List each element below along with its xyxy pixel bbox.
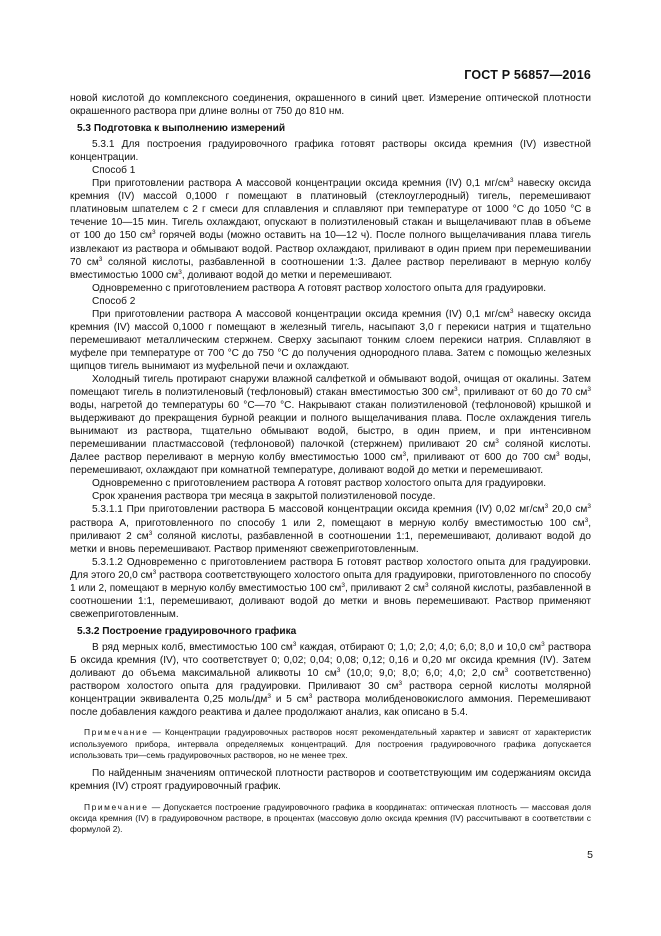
paragraph-blank-1: Одновременно с приготовлением раствора А готовят раствор холостого опыта для градуировки. [92,282,547,294]
document-header: ГОСТ Р 56857—2016 [464,68,591,82]
paragraph-5-3-1-2: 5.3.1.2 Одновременно с приготовлением раствора Б готовят раствор холостого опыта для градуировки. Для этого 20,0 $см^3$ раствора соответствующего холостого опыта для градуировки, приготовленного по способу 1 или 2, помещают в мерную колбу вместимостью 100 $см^3$, приливают 2 $см^3$ соляной кислоты, разбавленной в соотношении 1:1, перемешивают, доливают водой до метки и вновь перемешивают. Раствор применяют свежеприготовленным. [70,556,591,620]
paragraph-5-3-1: 5.3.1 Для построения градуировочного графика готовят растворы оксида кремния (IV) известной концентрации. [70,139,591,164]
paragraph-method-1: При приготовлении раствора А массовой концентрации оксида кремния (IV) 0,1 $мг/см^3$ навеску оксида кремния (IV) массой 0,1000 г помещают в платиновый (стеклоуглеродный) тигель, перемешивают платиновым шпателем с 2 г смеси для сплавления и сплавляют при температуре от 1000 °С до 1050 °С в течение 10—15 мин. Тигель охлаждают, опускают в полиэтиленовый стакан и выщелачивают плав в объеме от 100 до 150 $см^3$ горячей воды (можно оставить на 10—12 ч). После полного выщелачивания плава тигель извлекают из раствора и обмывают водой. Раствор охлаждают, приливают в один прием при перемешивании 70 $см^3$ соляной кислоты, разбавленной в соотношении 1:3. Далее раствор переливают в мерную колбу вместимостью 1000 $см^3$, доливают водой до метки и перемешивают. [70,177,591,281]
method-1-heading: Способ 1 [92,165,136,177]
note-2: Примечание — Допускается построение градуировочного графика в координатах: оптическая плотность — массовая доля оксида кремния (IV) в градуировочном растворе, в процентах (массовую долю оксида кремния (IV) рассчитывают в соответствии с формулой 2). [70,801,591,835]
paragraph-5-3-1-1: 5.3.1.1 При приготовлении раствора Б массовой концентрации оксида кремния (IV) 0,02 $мг/см^3$ 20,0 $см^3$ раствора А, приготовленного по способу 1 или 2, помещают в мерную колбу вместимостью 100 $см^3$, приливают 2 $см^3$ соляной кислоты, разбавленной в соотношении 1:1, перемешивают, доливают водой до метки и вновь перемешивают. Раствор применяют свежеприготовленным. [70,503,592,555]
paragraph-final: По найденным значениям оптической плотности растворов и соответствующим им содержаниям оксида кремния (IV) строят градуировочный график. [70,768,591,793]
document-body [70,92,591,842]
paragraph: новой кислотой до комплексного соединения, окрашенного в синий цвет. Измерение оптической плотности окрашенного раствора при длине волны от 750 до 810 нм. [70,93,591,118]
paragraph-blank-2: Одновременно с приготовлением раствора А готовят раствор холостого опыта для градуировки. [92,478,547,490]
paragraph-storage: Срок хранения раствора три месяца в закрытой полиэтиленовой посуде. [92,491,436,503]
method-2-heading: Способ 2 [92,295,136,307]
section-heading-5-3: 5.3 Подготовка к выполнению измерений [77,123,286,135]
paragraph-cold-crucible: Холодный тигель протирают снаружи влажной салфеткой и обмывают водой, очищая от окалины. Затем помещают тигель в полиэтиленовый (тефлоновый) стакан вместимостью 300 $см^3$, приливают от 60 до 70 $см^3$ воды, нагретой до температуры 60 °С—70 °С. Накрывают стакан полиэтиленовой (тефлоновой) крышкой и выдерживают до прекращения бурной реакции и полного выщелачивания плава. После охлаждения тигель вынимают из раствора, тщательно обмывают водой, быстро, в один прием, и при интенсивном перемешивании пластмассовой (тефлоновой) палочкой (стержнем) приливают 20 $см^3$ соляной кислоты. Далее раствор переливают в мерную колбу вместимостью 1000 $см^3$, приливают от 600 до 700 $см^3$ воды, перемешивают, охлаждают при комнатной температуре, доливают водой до метки и перемешивают. [70,373,591,477]
paragraph-calibration: В ряд мерных колб, вместимостью 100 $см^3$ каждая, отбирают 0; 1,0; 2,0; 4,0; 6,0; 8,0 и 10,0 $см^3$ раствора Б оксида кремния (IV), что соответствует 0; 0,02; 0,04; 0,08; 0,12; 0,16 и 0,20 мг оксида кремния (IV). Затем доливают до объема максимальной аликвоты 10 $см^3$ (10,0; 9,0; 8,0; 6,0; 4,0; 2,0 $см^3$ соответственно) раствором холостого опыта для градуировки. Приливают 30 $см^3$ раствора серной кислоты молярной концентрации эквивалента 0,25 моль/$дм^3$ и 5 $см^3$ раствора молибденовокислого аммония. Перемешивают после добавления каждого реактива и далее продолжают анализ, как описано в 5.4. [70,640,592,719]
section-heading-5-3-2: 5.3.2 Построение градуировочного графика [77,625,297,637]
note-1: Примечание — Концентрации градуировочных растворов носят рекомендательный характер и зависят от характеристик используемого прибора, интервала определяемых концентраций. Для построения градуировочного графика допускается использовать три—семь градуировочных растворов, но не менее трех. [70,727,591,761]
page-number: 5 [587,849,593,861]
paragraph-method-2: При приготовлении раствора А массовой концентрации оксида кремния (IV) 0,1 $мг/см^3$ навеску оксида кремния (IV) массой 0,1000 г помещают в железный тигель, насыпают 3,0 г перекиси натрия и тщательно перемешивают металлическим стержнем. Сверху засыпают тонким слоем перекиси натрия. Сплавляют в муфеле при температуре от 700 °С до 750 °С до получения однородного плава. Затем с помощью железных щипцов тигель вынимают из муфельной печи и охлаждают. [70,307,591,372]
